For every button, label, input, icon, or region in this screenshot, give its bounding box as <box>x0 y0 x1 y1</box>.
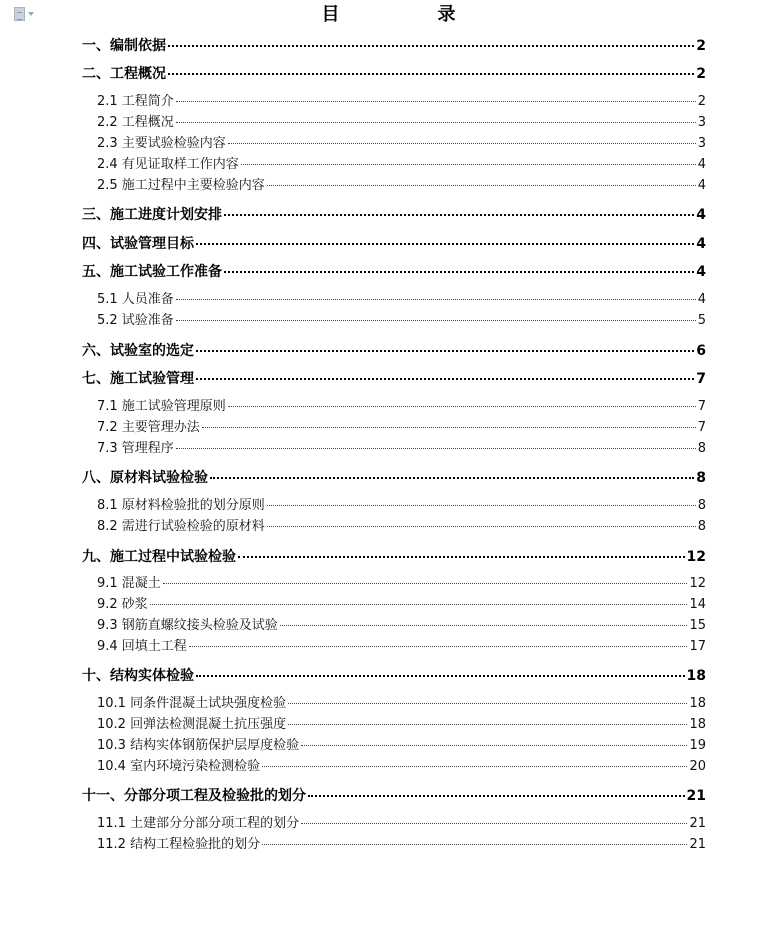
toc-entry-page-number: 7 <box>696 371 706 387</box>
dot-leader <box>267 185 696 186</box>
dot-leader <box>202 427 696 428</box>
toc-entry-page-number: 12 <box>686 549 706 565</box>
toc-entry-label: 7.2 主要管理办法 <box>97 420 200 435</box>
toc-entry-label: 五、施工试验工作准备 <box>82 264 222 280</box>
toc-entry-page-number: 14 <box>689 597 706 612</box>
dot-leader <box>210 477 694 479</box>
toc-entry[interactable] <box>97 419 706 437</box>
dot-leader <box>288 703 687 704</box>
toc-entry-label: 9.3 钢筋直螺纹接头检验及试验 <box>97 618 278 633</box>
toc-entry-page-number: 8 <box>696 470 706 486</box>
toc-entry-label: 八、原材料试验检验 <box>82 470 208 486</box>
dot-leader <box>196 675 685 677</box>
toc-entry-page-number: 7 <box>697 420 706 435</box>
toc-entry-page-number: 2 <box>697 94 706 109</box>
toc-entry-page-number: 21 <box>686 788 706 804</box>
toc-entry-page-number: 3 <box>697 136 706 151</box>
dot-leader <box>176 122 696 123</box>
toc-entry-label: 11.2 结构工程检验批的划分 <box>97 837 261 852</box>
dot-leader <box>189 646 688 647</box>
toc-entry-label: 9.1 混凝土 <box>97 576 161 591</box>
toc-entry[interactable] <box>82 262 706 282</box>
toc-entry[interactable] <box>97 135 706 153</box>
dot-leader <box>176 299 696 300</box>
dot-leader <box>267 526 696 527</box>
toc-entry[interactable] <box>97 737 706 755</box>
toc-entry[interactable] <box>97 93 706 111</box>
dot-leader <box>241 164 696 165</box>
toc-entry-label: 8.2 需进行试验检验的原材料 <box>97 519 265 534</box>
toc-entry-page-number: 17 <box>689 639 706 654</box>
toc-entry-label: 7.1 施工试验管理原则 <box>97 399 226 414</box>
toc-entry-page-number: 15 <box>689 618 706 633</box>
dot-leader <box>301 823 687 824</box>
dot-leader <box>168 73 694 75</box>
dot-leader <box>262 844 687 845</box>
toc-entry-label: 一、编制依据 <box>82 38 166 54</box>
toc-entry-label: 10.2 回弹法检测混凝土抗压强度 <box>97 717 287 732</box>
toc-entry-label: 2.5 施工过程中主要检验内容 <box>97 178 265 193</box>
dot-leader <box>196 243 694 245</box>
toc-entry-page-number: 7 <box>697 399 706 414</box>
dot-leader <box>196 350 694 352</box>
toc-entry-page-number: 18 <box>686 668 706 684</box>
toc-entry[interactable] <box>82 36 706 56</box>
toc-entry-label: 六、试验室的选定 <box>82 343 194 359</box>
toc-entry-page-number: 2 <box>696 38 706 54</box>
toc-entry[interactable] <box>82 786 706 806</box>
toc-entry-page-number: 12 <box>689 576 706 591</box>
dot-leader <box>224 271 694 273</box>
toc-entry[interactable] <box>82 341 706 361</box>
toc-entry[interactable] <box>97 518 706 536</box>
toc-entry[interactable] <box>97 440 706 458</box>
toc-entry-page-number: 19 <box>689 738 706 753</box>
toc-entry-page-number: 4 <box>696 264 706 280</box>
toc-entry[interactable] <box>97 758 706 776</box>
toc-entry[interactable] <box>82 666 706 686</box>
toc-entry-page-number: 4 <box>696 236 706 252</box>
toc-entry-page-number: 18 <box>689 717 706 732</box>
toc-entry-label: 十一、分部分项工程及检验批的划分 <box>82 788 306 804</box>
toc-entry-page-number: 4 <box>697 178 706 193</box>
toc-entry-page-number: 3 <box>697 115 706 130</box>
dot-leader <box>224 214 694 216</box>
dot-leader <box>163 583 688 584</box>
toc-entry[interactable] <box>82 205 706 225</box>
toc-entry[interactable] <box>97 156 706 174</box>
toc-entry[interactable] <box>97 617 706 635</box>
toc-entry-label: 8.1 原材料检验批的划分原则 <box>97 498 265 513</box>
toc-entry[interactable] <box>97 497 706 515</box>
dot-leader <box>176 448 696 449</box>
toc-entry-label: 九、施工过程中试验检验 <box>82 549 236 565</box>
toc-entry-label: 2.2 工程概况 <box>97 115 174 130</box>
toc-entry[interactable] <box>82 64 706 84</box>
toc-entry-label: 2.1 工程简介 <box>97 94 174 109</box>
toc-entry[interactable] <box>97 716 706 734</box>
toc-entry-label: 9.4 回填土工程 <box>97 639 187 654</box>
dot-leader <box>288 724 687 725</box>
dot-leader <box>280 625 688 626</box>
toc-entry-label: 二、工程概况 <box>82 66 166 82</box>
toc-entry-label: 十、结构实体检验 <box>82 668 194 684</box>
dot-leader <box>262 766 687 767</box>
toc-entry[interactable] <box>97 177 706 195</box>
toc-entry[interactable] <box>97 291 706 309</box>
dot-leader <box>228 143 696 144</box>
toc-entry-label: 四、试验管理目标 <box>82 236 194 252</box>
toc-entry[interactable] <box>82 468 706 488</box>
toc-entry[interactable] <box>82 234 706 254</box>
toc-entry-page-number: 2 <box>696 66 706 82</box>
toc-entry-page-number: 6 <box>696 343 706 359</box>
toc-entry[interactable] <box>97 836 706 854</box>
dot-leader <box>238 556 685 558</box>
toc-entry-label: 7.3 管理程序 <box>97 441 174 456</box>
toc-entry-page-number: 21 <box>689 837 706 852</box>
toc-entry-label: 10.3 结构实体钢筋保护层厚度检验 <box>97 738 300 753</box>
toc-entry-label: 10.1 同条件混凝土试块强度检验 <box>97 696 287 711</box>
toc-entry-label: 9.2 砂浆 <box>97 597 148 612</box>
toc-entry[interactable] <box>97 114 706 132</box>
toc-entry-page-number: 5 <box>697 313 706 328</box>
toc-entry-label: 5.2 试验准备 <box>97 313 174 328</box>
page-title: 目 录 <box>321 4 496 25</box>
toc-entry[interactable] <box>97 638 706 656</box>
toc-entry[interactable] <box>82 369 706 389</box>
dot-leader <box>150 604 688 605</box>
toc-entry-page-number: 4 <box>697 292 706 307</box>
dot-leader <box>267 505 696 506</box>
toc-entry-label: 2.3 主要试验检验内容 <box>97 136 226 151</box>
toc-entry[interactable] <box>97 575 706 593</box>
dot-leader <box>176 101 696 102</box>
toc-entry-label: 2.4 有见证取样工作内容 <box>97 157 239 172</box>
toc-entry-label: 11.1 土建部分分部分项工程的划分 <box>97 816 300 831</box>
toc-entry-label: 三、施工进度计划安排 <box>82 207 222 223</box>
toc-entry-page-number: 18 <box>689 696 706 711</box>
dot-leader <box>196 378 694 380</box>
toc-entry-page-number: 8 <box>697 441 706 456</box>
toc-entry-page-number: 8 <box>697 519 706 534</box>
dot-leader <box>308 795 685 797</box>
toc-entry-page-number: 21 <box>689 816 706 831</box>
dot-leader <box>228 406 696 407</box>
toc-entry-page-number: 4 <box>696 207 706 223</box>
toc-entry[interactable] <box>97 815 706 833</box>
toc-entry[interactable] <box>82 547 706 567</box>
dot-leader <box>168 45 694 47</box>
toc-entry-page-number: 8 <box>697 498 706 513</box>
toc-entry[interactable] <box>97 312 706 330</box>
toc-entry[interactable] <box>97 695 706 713</box>
dot-leader <box>301 745 687 746</box>
dot-leader <box>176 320 696 321</box>
toc-entry-label: 七、施工试验管理 <box>82 371 194 387</box>
toc-entry-label: 5.1 人员准备 <box>97 292 174 307</box>
toc-entry-page-number: 4 <box>697 157 706 172</box>
toc-entry[interactable] <box>97 398 706 416</box>
toc-entry-page-number: 20 <box>689 759 706 774</box>
toc-entry[interactable] <box>97 596 706 614</box>
toc-entry-label: 10.4 室内环境污染检测检验 <box>97 759 261 774</box>
